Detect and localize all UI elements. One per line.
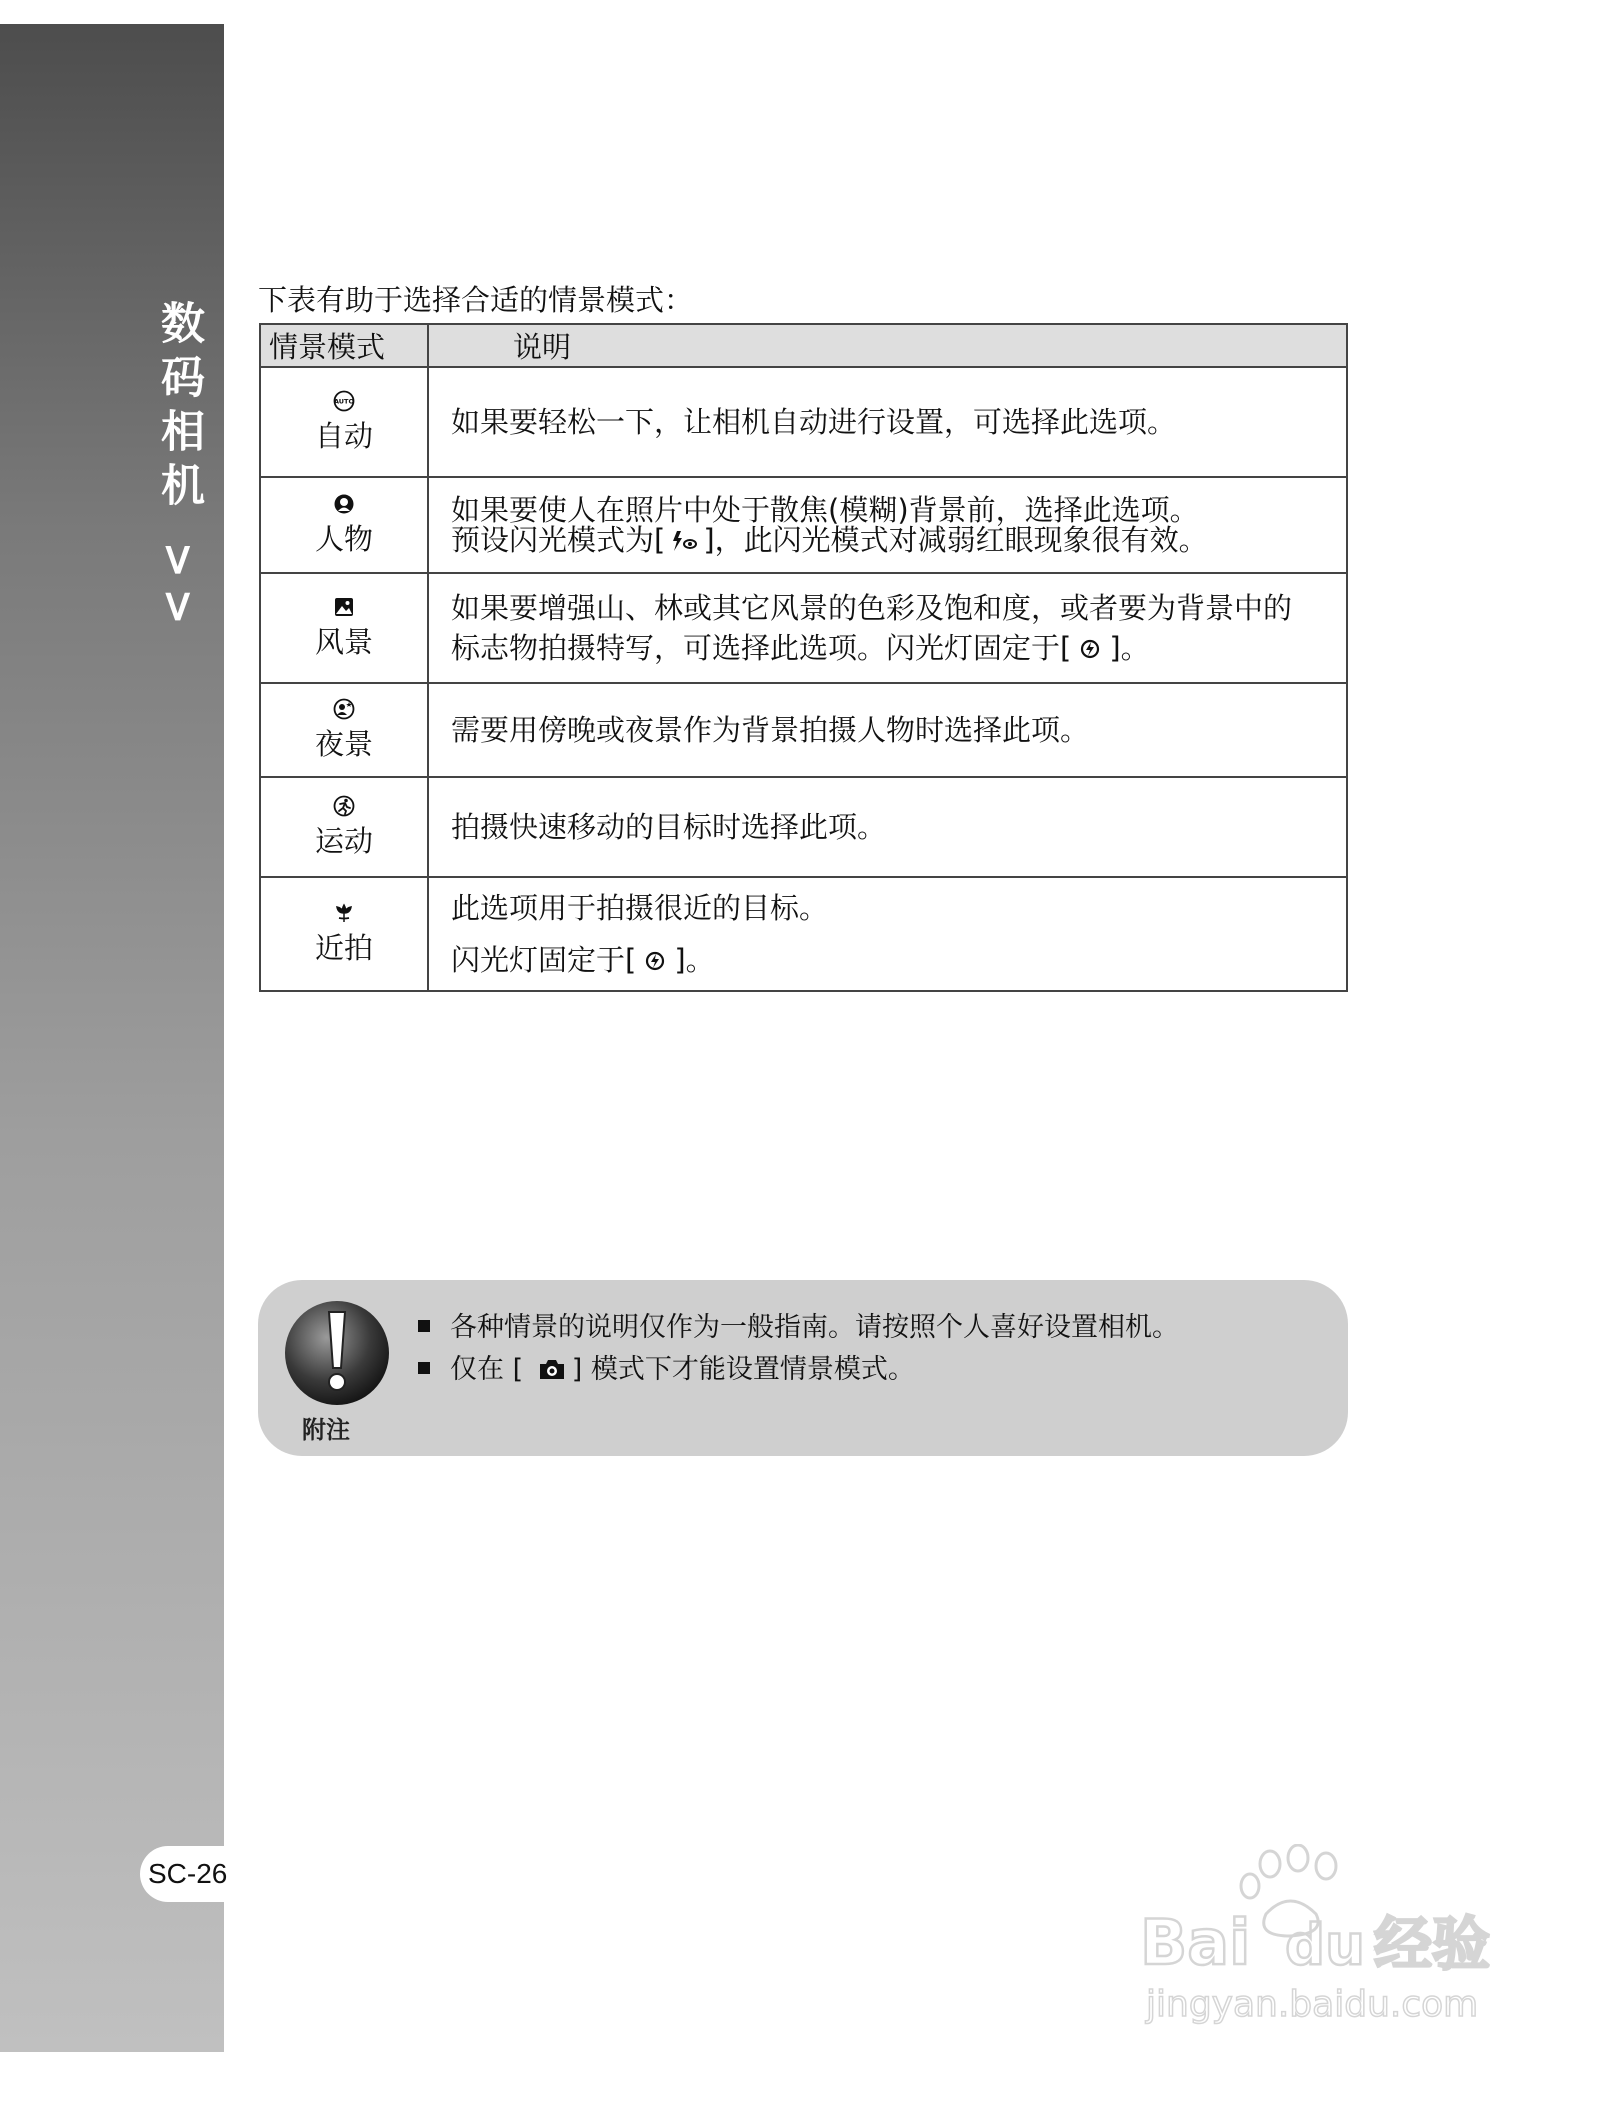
mode-cell	[260, 573, 428, 683]
table-header-row	[260, 324, 1347, 367]
description-cell	[428, 777, 1347, 877]
table-row	[260, 777, 1347, 877]
note-item	[418, 1310, 1179, 1346]
flash-off-icon	[1077, 637, 1103, 661]
camera-icon	[538, 1357, 566, 1381]
description-line: 如果要轻松一下，让相机自动进行设置，可选择此选项。	[451, 405, 1177, 439]
note-text: ] 模式下才能设置情景模式。	[571, 1354, 915, 1385]
description-text: ]。	[1109, 631, 1150, 665]
watermark-url: jingyan.baidu.com	[1146, 1984, 1479, 2025]
note-text: 各种情景的说明仅作为一般指南。请按照个人喜好设置相机。	[450, 1312, 1179, 1343]
description-text: 闪光灯固定于[	[451, 943, 637, 977]
scene-mode-table	[259, 323, 1348, 992]
note-box	[258, 1280, 1348, 1456]
mode-cell	[260, 367, 428, 477]
note-item	[418, 1352, 915, 1388]
table-row	[260, 573, 1347, 683]
description-line: 拍摄快速移动的目标时选择此项。	[451, 810, 887, 844]
exclamation-icon	[282, 1298, 392, 1408]
auto-mode-icon	[333, 390, 355, 412]
watermark-cn: 经验	[1374, 1910, 1491, 1978]
mode-cell	[260, 683, 428, 777]
sidebar	[0, 24, 224, 2052]
red-eye-flash-icon	[671, 529, 697, 553]
description-line	[451, 628, 1346, 668]
mode-name: 运动	[314, 824, 373, 858]
description-line: 如果要增强山、林或其它风景的色彩及饱和度，或者要为背景中的	[451, 591, 1293, 625]
watermark-brand-du: du	[1285, 1913, 1365, 1978]
description-cell	[428, 683, 1347, 777]
mode-name: 自动	[314, 419, 373, 453]
description-text: 预设闪光模式为[	[451, 523, 666, 557]
portrait-mode-icon	[333, 493, 355, 515]
intro-text: 下表有助于选择合适的情景模式：	[258, 283, 694, 317]
description-line: 此选项用于拍摄很近的目标。	[451, 891, 829, 925]
table-row	[260, 877, 1347, 991]
night-scene-icon	[333, 698, 355, 720]
mode-cell	[260, 777, 428, 877]
description-text: ]，此闪光模式对减弱红眼现象很有效。	[703, 523, 1208, 557]
landscape-mode-icon	[333, 596, 355, 618]
mode-name: 夜景	[314, 727, 373, 761]
header-mode: 情景模式	[260, 324, 428, 367]
description-cell	[428, 573, 1347, 683]
mode-name: 人物	[314, 522, 373, 556]
table-row	[260, 683, 1347, 777]
note-text: 仅在 [	[450, 1354, 524, 1385]
mode-name: 风景	[314, 625, 373, 659]
description-line: 需要用傍晚或夜景作为背景拍摄人物时选择此项。	[451, 713, 1090, 747]
description-cell	[428, 477, 1347, 573]
description-text: 标志物拍摄特写，可选择此选项。闪光灯固定于[	[451, 631, 1072, 665]
description-cell	[428, 367, 1347, 477]
description-cell	[428, 877, 1347, 991]
mode-cell	[260, 877, 428, 991]
note-label: 附注	[302, 1416, 350, 1444]
sidebar-title: 数码相机 >>	[153, 300, 204, 636]
page-number: SC-26	[140, 1846, 238, 1902]
description-line: 如果要使人在照片中处于散焦(模糊)背景前，选择此选项。	[451, 493, 1199, 527]
description-line	[451, 934, 1346, 986]
mode-cell	[260, 477, 428, 573]
description-text: ]。	[674, 943, 715, 977]
table-row	[260, 367, 1347, 477]
bullet	[418, 1320, 430, 1332]
svg-text:AUTO: AUTO	[333, 397, 355, 406]
flash-off-icon	[642, 949, 668, 973]
bullet	[418, 1362, 430, 1374]
header-description: 说明	[428, 324, 1347, 367]
table-row	[260, 477, 1347, 573]
mode-name: 近拍	[314, 931, 373, 965]
description-line	[451, 525, 1346, 555]
baidu-watermark	[1140, 1844, 1520, 2034]
sports-mode-icon	[333, 795, 355, 817]
macro-mode-icon	[333, 902, 355, 924]
watermark-brand: Bai	[1140, 1906, 1251, 1979]
